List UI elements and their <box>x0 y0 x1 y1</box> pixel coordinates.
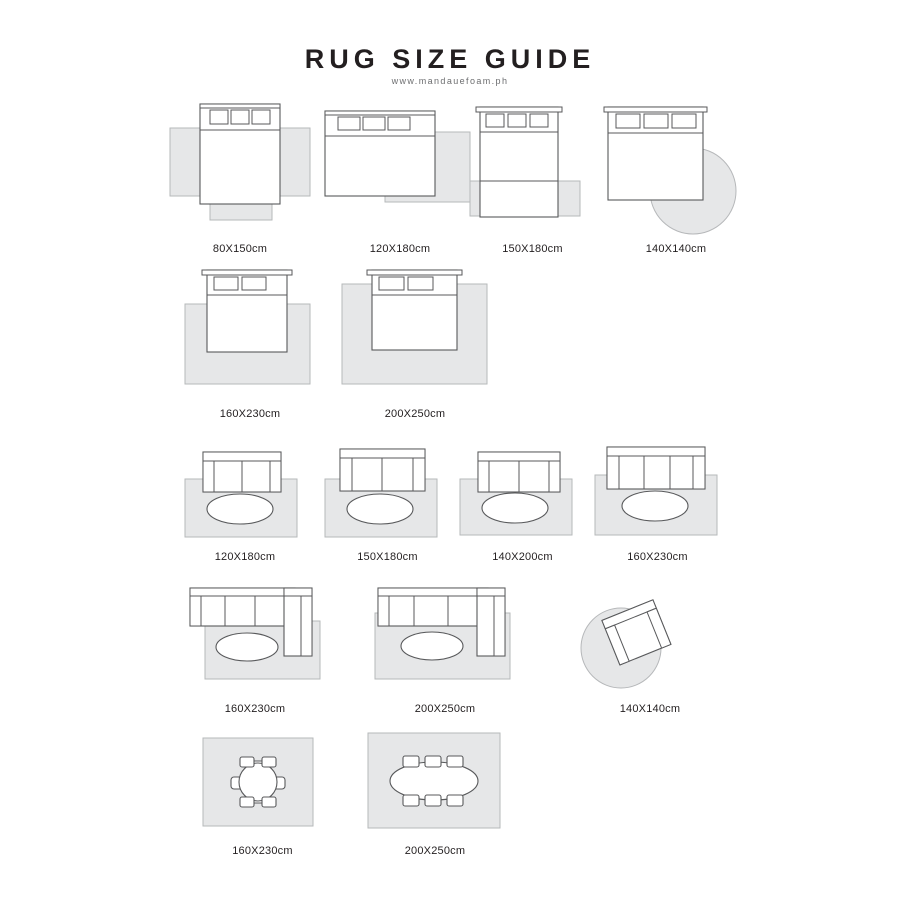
caption-bed-120x180: 120X180cm <box>369 243 431 255</box>
figure-bed-150x180 <box>470 103 595 228</box>
figure-sectional-160x230 <box>185 583 335 693</box>
figure-sofa-120x180 <box>185 447 305 542</box>
page-subtitle: www.mandauefoam.ph <box>391 76 509 86</box>
figure-sofa-140x200 <box>460 447 580 542</box>
caption-bed-160x230: 160X230cm <box>219 408 281 420</box>
caption-sofa-150x180: 150X180cm <box>357 551 418 563</box>
page-title: RUG SIZE GUIDE <box>304 44 596 74</box>
figure-armchair-140x140 <box>578 603 688 693</box>
caption-sofa-140x200: 140X200cm <box>492 551 553 563</box>
figure-bed-200x250 <box>340 262 490 387</box>
figure-sofa-150x180 <box>325 443 450 543</box>
caption-sofa-160x230: 160X230cm <box>627 551 688 563</box>
caption-bed-200x250: 200X250cm <box>384 408 446 420</box>
figure-sectional-200x250 <box>370 583 535 693</box>
caption-bed-150x180: 150X180cm <box>502 243 563 255</box>
figure-bed-80x150 <box>170 96 310 226</box>
figure-dining-160x230 <box>200 735 320 835</box>
figure-bed-120x180 <box>325 105 470 230</box>
figure-bed-160x230 <box>180 262 315 387</box>
caption-dining-160x230: 160X230cm <box>232 845 293 857</box>
caption-armchair-140x140: 140X140cm <box>619 703 681 715</box>
figure-bed-140x140 <box>598 103 748 228</box>
caption-sectional-200x250: 200X250cm <box>414 703 476 715</box>
caption-dining-200x250: 200X250cm <box>404 845 466 857</box>
caption-bed-80x150: 80X150cm <box>212 243 268 255</box>
caption-bed-140x140: 140X140cm <box>645 243 707 255</box>
figure-sofa-160x230 <box>595 441 725 541</box>
caption-sofa-120x180: 120X180cm <box>214 551 276 563</box>
figure-dining-200x250 <box>365 730 505 835</box>
caption-sectional-160x230: 160X230cm <box>224 703 286 715</box>
